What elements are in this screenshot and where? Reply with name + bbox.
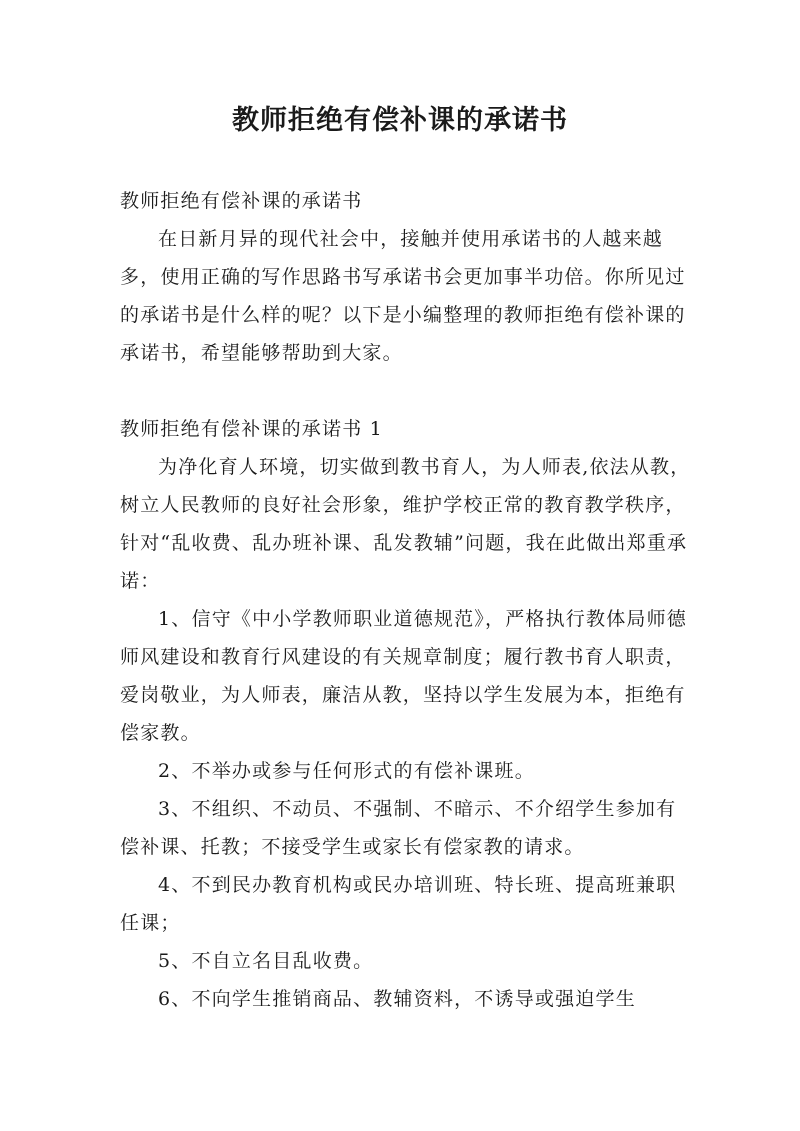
commitment-item-3: 3、不组织、不动员、不强制、不暗示、不介绍学生参加有偿补课、托教；不接受学生或家长有偿家教的请求。 — [120, 798, 677, 858]
paragraph-spacer — [120, 372, 695, 410]
document-title: 教师拒绝有偿补课的承诺书 — [232, 105, 568, 136]
commitment-preamble: 为净化育人环境，切实做到教书育人，为人师表,依法从教，树立人民教师的良好社会形象，维护学校正常的教育教学秩序，针对“乱收费、乱办班补课、乱发教辅”问题，我在此做出郑重承诺： — [120, 456, 691, 592]
commitment-item-2: 2、不举办或参与任何形式的有偿补课班。 — [158, 760, 535, 782]
section-title: 教师拒绝有偿补课的承诺书 1 — [120, 418, 383, 440]
document-subtitle: 教师拒绝有偿补课的承诺书 — [120, 190, 363, 212]
document-body — [120, 182, 695, 1018]
commitment-item-4: 4、不到民办教育机构或民办培训班、特长班、提高班兼职任课； — [120, 874, 677, 934]
intro-paragraph: 在日新月异的现代社会中，接触并使用承诺书的人越来越多，使用正确的写作思路书写承诺书会更加事半功倍。你所见过的承诺书是什么样的呢？以下是小编整理的教师拒绝有偿补课的承诺书，希望能够帮助到大家。 — [120, 228, 686, 364]
commitment-item-1: 1、信守《中小学教师职业道德规范》，严格执行教体局师德师风建设和教育行风建设的有关规章制度；履行教书育人职责，爱岗敬业，为人师表，廉洁从教，坚持以学生发展为本，拒绝有偿家教。 — [120, 608, 687, 744]
commitment-item-6: 6、不向学生推销商品、教辅资料，不诱导或强迫学生 — [158, 988, 636, 1010]
commitment-item-5: 5、不自立名目乱收费。 — [158, 950, 374, 972]
